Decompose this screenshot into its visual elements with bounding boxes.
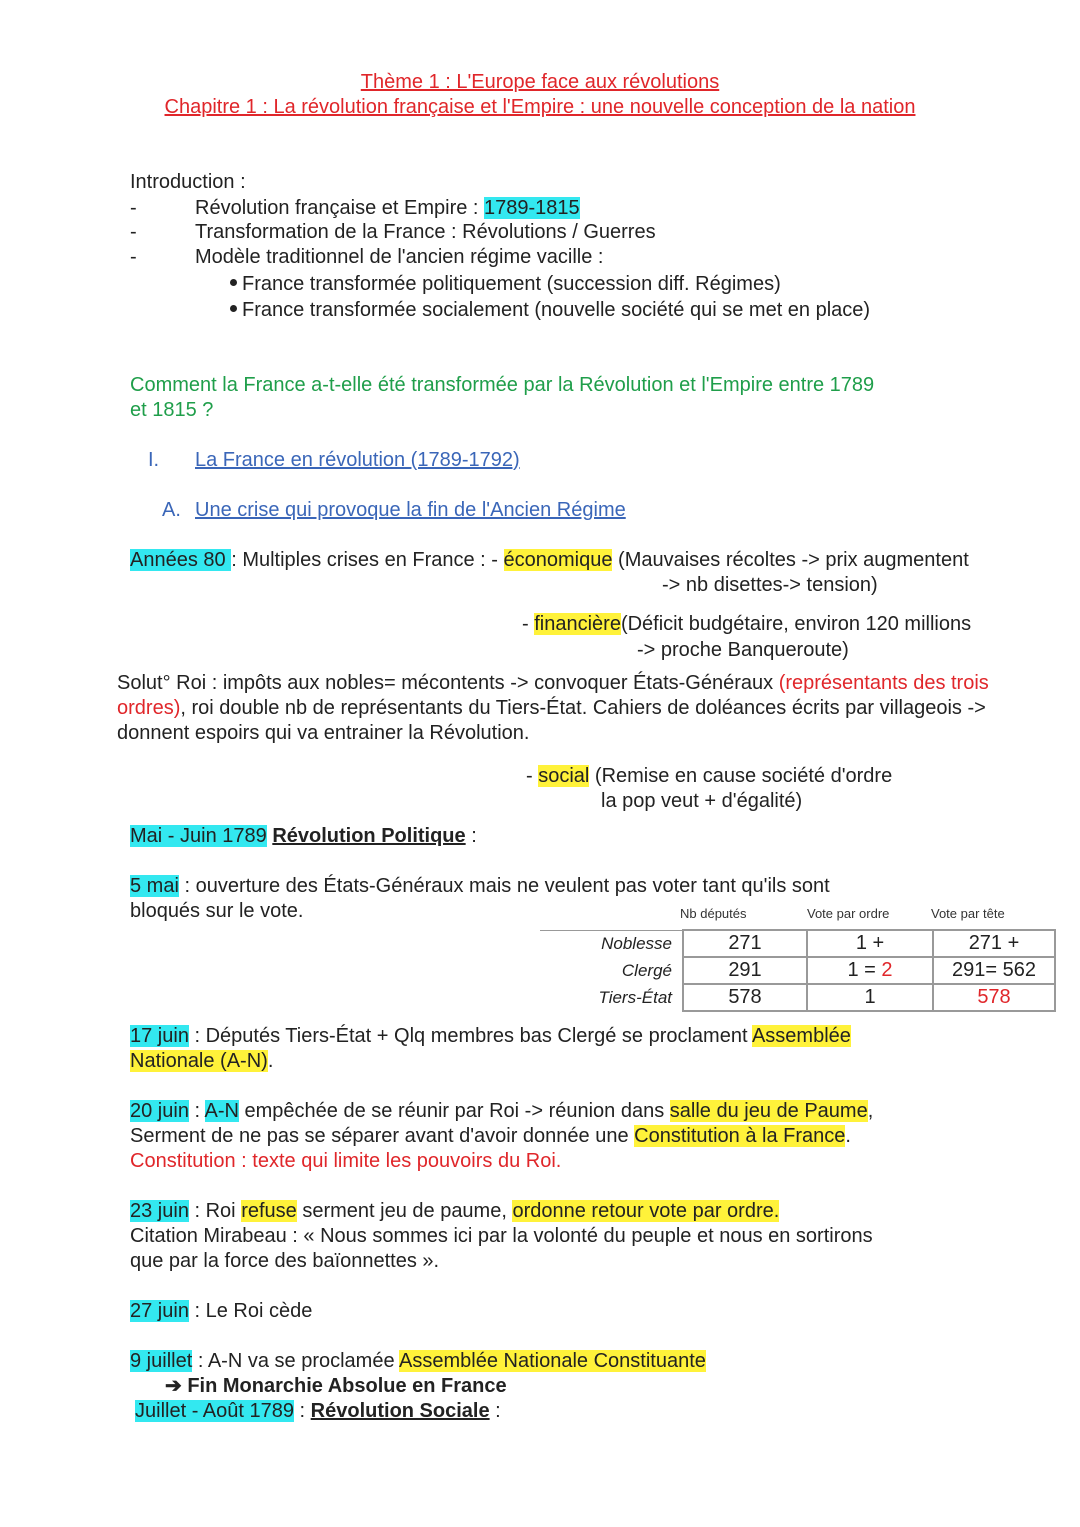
bullet-icon [230, 279, 237, 286]
crises-line: -> nb disettes-> tension) [662, 574, 878, 596]
social-highlight: social [538, 765, 590, 787]
may5-line: bloqués sur le vote. [130, 900, 304, 922]
table-header: Vote par tête [931, 906, 1005, 921]
conclusion-line: ➔ Fin Monarchie Absolue en France [165, 1375, 507, 1397]
votes-table [540, 929, 1056, 1012]
subpart-letter: A. [162, 499, 181, 521]
intro-item: Révolution française et Empire : 1789-1815 [195, 197, 580, 219]
political-heading: Mai - Juin 1789 Révolution Politique : [130, 825, 477, 847]
june27-line: 27 juin : Le Roi cède [130, 1300, 313, 1322]
july9-line: 9 juillet : A-N va se proclamée Assemblée Nationale Constituante [130, 1350, 706, 1372]
intro-dash: - [130, 197, 137, 219]
table-row: Noblesse 271 1 + 271 + [540, 930, 1055, 957]
part-title: La France en révolution (1789-1792) [195, 449, 520, 471]
june20-line: Serment de ne pas se séparer avant d'avoir donnée une Constitution à la France. [130, 1125, 851, 1147]
table-row: Tiers-État 578 1 578 [540, 984, 1055, 1011]
problematic-line: Comment la France a-t-elle été transformée par la Révolution et l'Empire entre 1789 [130, 374, 875, 396]
intro-bullet: France transformée politiquement (succession diff. Régimes) [230, 272, 781, 297]
intro-item: Transformation de la France : Révolutions / Guerres [195, 221, 656, 243]
crises-line: Années 80 : Multiples crises en France : - économique (Mauvaises récoltes -> prix augmentent [130, 549, 969, 571]
intro-bullet: France transformée socialement (nouvelle société qui se met en place) [230, 298, 870, 323]
mirabeau-quote: Citation Mirabeau : « Nous sommes ici par la volonté du peuple et nous en sortirons [130, 1225, 873, 1247]
social-revolution-heading: Juillet - Août 1789 : Révolution Sociale : [135, 1400, 501, 1422]
table-header: Nb députés [680, 906, 747, 921]
part-number: I. [148, 449, 160, 471]
june17-line: 17 juin : Députés Tiers-État + Qlq membres bas Clergé se proclament Assemblée [130, 1025, 851, 1047]
chapter-title: Chapitre 1 : La révolution française et l'Empire : une nouvelle conception de la nation [164, 96, 916, 118]
june23-line: 23 juin : Roi refuse serment jeu de paume, ordonne retour vote par ordre. [130, 1200, 780, 1222]
social-line: - social (Remise en cause société d'ordre [526, 765, 893, 787]
intro-label: Introduction : [130, 171, 246, 193]
table-row: Clergé 291 1 = 2 291= 562 [540, 957, 1055, 984]
solution-line: ordres), roi double nb de représentants du Tiers-État. Cahiers de doléances écrits par villageois -> [117, 697, 986, 719]
financial-highlight: financière [534, 613, 621, 635]
table-header: Vote par ordre [807, 906, 890, 921]
financial-line: - financière(Déficit budgétaire, environ 120 millions [522, 613, 972, 635]
arrow-right-icon: ➔ [165, 1375, 182, 1397]
intro-dash: - [130, 221, 137, 243]
problematic-line: et 1815 ? [130, 399, 214, 421]
theme-title: Thème 1 : L'Europe face aux révolutions [360, 71, 720, 93]
constitution-definition: Constitution : texte qui limite les pouvoirs du Roi. [130, 1150, 562, 1172]
solution-line: Solut° Roi : impôts aux nobles= mécontents -> convoquer États-Généraux (représentants des trois [117, 672, 989, 694]
solution-line: donnent espoirs qui va entrainer la Révolution. [117, 722, 530, 744]
mirabeau-quote: que par la force des baïonnettes ». [130, 1250, 440, 1272]
subpart-title: Une crise qui provoque la fin de l'Ancien Régime [195, 499, 626, 521]
intro-dash: - [130, 246, 137, 268]
bullet-icon [230, 305, 237, 312]
may5-line: 5 mai : ouverture des États-Généraux mais ne veulent pas voter tant qu'ils sont [130, 875, 830, 897]
social-line: la pop veut + d'égalité) [601, 790, 803, 812]
economic-highlight: économique [503, 549, 613, 571]
june20-line: 20 juin : A-N empêchée de se réunir par Roi -> réunion dans salle du jeu de Paume, [130, 1100, 874, 1122]
financial-line: -> proche Banqueroute) [637, 639, 849, 661]
date-highlight: 1789-1815 [484, 197, 580, 219]
intro-item: Modèle traditionnel de l'ancien régime vacille : [195, 246, 604, 268]
june17-line: Nationale (A-N). [130, 1050, 274, 1072]
